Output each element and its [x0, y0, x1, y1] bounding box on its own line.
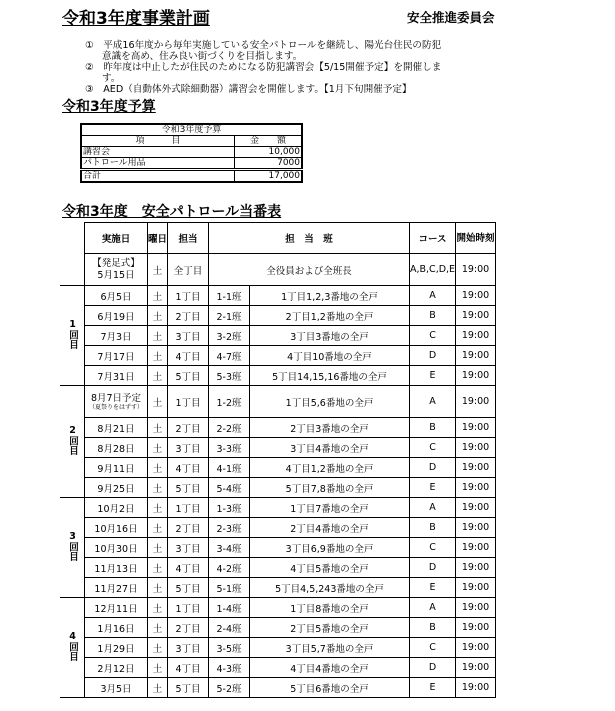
- schedule-row: [60, 386, 496, 418]
- round-label: 3回目: [67, 531, 78, 561]
- header-course: コース: [410, 223, 456, 254]
- time: 19:00: [456, 478, 496, 498]
- time: 19:00: [456, 518, 496, 538]
- chome: 2丁目: [168, 418, 209, 438]
- chome: 4丁目: [168, 458, 209, 478]
- area: 5丁目6番地の全戸: [250, 678, 410, 698]
- chome: 5丁目: [168, 578, 209, 598]
- date: [85, 386, 148, 418]
- area: 5丁目4,5,243番地の全戸: [250, 578, 410, 598]
- header-row: [60, 223, 496, 254]
- budget-total-row: [81, 170, 302, 183]
- date: 7月31日: [85, 366, 148, 386]
- team: 2-1班: [209, 306, 250, 326]
- course: C: [410, 438, 456, 458]
- chome: 5丁目: [168, 478, 209, 498]
- course: D: [410, 558, 456, 578]
- chome: 4丁目: [168, 346, 209, 366]
- course: A: [410, 286, 456, 306]
- round-cell: [60, 386, 85, 498]
- team: 2-4班: [209, 618, 250, 638]
- plan-item: ③ AED（自動体外式除細動器）講習会を開催します。【1月下旬開催予定】: [85, 84, 412, 95]
- course: C: [410, 326, 456, 346]
- team: 3-4班: [209, 538, 250, 558]
- time: 19:00: [456, 346, 496, 366]
- date: 8月28日: [85, 438, 148, 458]
- date: 10月16日: [85, 518, 148, 538]
- header-date: 実施日: [85, 223, 148, 254]
- course: A,B,C,D,E: [410, 254, 456, 286]
- header-chome: 担当: [168, 223, 209, 254]
- round-cell: [60, 286, 85, 386]
- round-cell: [60, 498, 85, 598]
- day: 土: [148, 254, 168, 286]
- plan-item: ② 昨年度は中止したが住民のためになる防犯講習会【5/15開催予定】を開催します。: [85, 62, 442, 84]
- area: 3丁目6,9番地の全戸: [250, 538, 410, 558]
- team: 3-5班: [209, 638, 250, 658]
- course: E: [410, 578, 456, 598]
- day: 土: [148, 458, 168, 478]
- amount: 7000: [235, 158, 303, 170]
- schedule-row: [60, 598, 496, 618]
- schedule-row: [60, 286, 496, 306]
- area: 2丁目3番地の全戸: [250, 418, 410, 438]
- chome: 3丁目: [168, 438, 209, 458]
- course: E: [410, 678, 456, 698]
- team: 2-3班: [209, 518, 250, 538]
- date: 2月12日: [85, 658, 148, 678]
- date: 12月11日: [85, 598, 148, 618]
- chome: 3丁目: [168, 538, 209, 558]
- area: 3丁目4番地の全戸: [250, 438, 410, 458]
- course: E: [410, 366, 456, 386]
- course: B: [410, 518, 456, 538]
- day: 土: [148, 638, 168, 658]
- chome: 2丁目: [168, 518, 209, 538]
- schedule-row: [60, 558, 496, 578]
- time: 19:00: [456, 598, 496, 618]
- time: 19:00: [456, 618, 496, 638]
- area: 2丁目4番地の全戸: [250, 518, 410, 538]
- team: 4-2班: [209, 558, 250, 578]
- time: 19:00: [456, 558, 496, 578]
- schedule-row: [60, 678, 496, 698]
- team: 5-2班: [209, 678, 250, 698]
- date: 11月13日: [85, 558, 148, 578]
- schedule-row: [60, 438, 496, 458]
- day: 土: [148, 286, 168, 306]
- date: 6月5日: [85, 286, 148, 306]
- area: 5丁目7,8番地の全戸: [250, 478, 410, 498]
- day: 土: [148, 438, 168, 458]
- area: 1丁目7番地の全戸: [250, 498, 410, 518]
- schedule-row: [60, 618, 496, 638]
- header-time: 開始時刻: [456, 223, 496, 254]
- budget-row: [81, 158, 302, 170]
- course: B: [410, 418, 456, 438]
- course: C: [410, 538, 456, 558]
- round-label: 2回目: [67, 425, 78, 455]
- time: 19:00: [456, 678, 496, 698]
- date: 9月25日: [85, 478, 148, 498]
- schedule-row: [60, 418, 496, 438]
- day: 土: [148, 518, 168, 538]
- schedule-row: [60, 306, 496, 326]
- team: 5-4班: [209, 478, 250, 498]
- date: 7月17日: [85, 346, 148, 366]
- header-day: 曜日: [148, 223, 168, 254]
- day: 土: [148, 346, 168, 366]
- page-title: 令和3年度事業計画: [62, 9, 210, 29]
- team: 1-4班: [209, 598, 250, 618]
- day: 土: [148, 538, 168, 558]
- area: 3丁目3番地の全戸: [250, 326, 410, 346]
- area: 2丁目1,2番地の全戸: [250, 306, 410, 326]
- day: 土: [148, 678, 168, 698]
- team: 4-3班: [209, 658, 250, 678]
- team: 3-2班: [209, 326, 250, 346]
- date: 1月29日: [85, 638, 148, 658]
- budget-table: [80, 123, 303, 183]
- schedule-row: [60, 518, 496, 538]
- date: 6月19日: [85, 306, 148, 326]
- date: 3月5日: [85, 678, 148, 698]
- chome: 2丁目: [168, 618, 209, 638]
- chome: 4丁目: [168, 558, 209, 578]
- chome: 3丁目: [168, 638, 209, 658]
- day: 土: [148, 478, 168, 498]
- date: 1月16日: [85, 618, 148, 638]
- schedule-row: [60, 578, 496, 598]
- area: 4丁目1,2番地の全戸: [250, 458, 410, 478]
- area: 3丁目5,7番地の全戸: [250, 638, 410, 658]
- date-text: 8月7日予定: [90, 392, 142, 404]
- opening-row: [60, 254, 496, 286]
- course: B: [410, 618, 456, 638]
- item: パトロール用品: [81, 158, 235, 170]
- time: 19:00: [456, 538, 496, 558]
- chome: 2丁目: [168, 306, 209, 326]
- team: 1-2班: [209, 386, 250, 418]
- schedule-row: [60, 366, 496, 386]
- time: 19:00: [456, 286, 496, 306]
- amount: 10,000: [235, 147, 303, 158]
- item: 合計: [81, 170, 235, 183]
- time: 19:00: [456, 498, 496, 518]
- team: 1-1班: [209, 286, 250, 306]
- chome: 4丁目: [168, 658, 209, 678]
- area: 4丁目4番地の全戸: [250, 658, 410, 678]
- course: D: [410, 346, 456, 366]
- course: D: [410, 458, 456, 478]
- col-amount: 金 額: [235, 136, 303, 147]
- item: 講習会: [81, 147, 235, 158]
- budget-row: [81, 147, 302, 158]
- course: D: [410, 658, 456, 678]
- schedule-row: [60, 538, 496, 558]
- team: 2-2班: [209, 418, 250, 438]
- round-cell: [60, 598, 85, 698]
- chome: 全丁目: [168, 254, 209, 286]
- area: 2丁目5番地の全戸: [250, 618, 410, 638]
- time: 19:00: [456, 386, 496, 418]
- day: 土: [148, 326, 168, 346]
- day: 土: [148, 578, 168, 598]
- time: 19:00: [456, 366, 496, 386]
- budget-heading: 令和3年度予算: [62, 99, 156, 115]
- day: 土: [148, 386, 168, 418]
- day: 土: [148, 618, 168, 638]
- team: 1-3班: [209, 498, 250, 518]
- day: 土: [148, 306, 168, 326]
- plan-items: [85, 40, 445, 95]
- team: 3-3班: [209, 438, 250, 458]
- course: A: [410, 598, 456, 618]
- course: E: [410, 478, 456, 498]
- schedule-row: [60, 478, 496, 498]
- plan-item: ① 平成16年度から毎年実施している安全パトロールを継続し、陽光台住民の防犯意識を高め、住み良い街づくりを目指します。: [85, 40, 442, 62]
- schedule-row: [60, 638, 496, 658]
- round-label: 4回目: [67, 631, 78, 661]
- committee-name: 安全推進委員会: [407, 10, 495, 25]
- chome: 1丁目: [168, 286, 209, 306]
- time: 19:00: [456, 306, 496, 326]
- day: 土: [148, 658, 168, 678]
- date: 10月2日: [85, 498, 148, 518]
- round-label: 1回目: [67, 319, 78, 349]
- course: B: [410, 306, 456, 326]
- schedule-row: [60, 658, 496, 678]
- col-item: 項 目: [81, 136, 235, 147]
- date: 10月30日: [85, 538, 148, 558]
- date: 11月27日: [85, 578, 148, 598]
- team: 5-1班: [209, 578, 250, 598]
- area: 1丁目5,6番地の全戸: [250, 386, 410, 418]
- date: 7月3日: [85, 326, 148, 346]
- chome: 5丁目: [168, 366, 209, 386]
- team: 5-3班: [209, 366, 250, 386]
- team: 4-1班: [209, 458, 250, 478]
- area: 4丁目5番地の全戸: [250, 558, 410, 578]
- chome: 1丁目: [168, 598, 209, 618]
- time: 19:00: [456, 458, 496, 478]
- area: 4丁目10番地の全戸: [250, 346, 410, 366]
- day: 土: [148, 598, 168, 618]
- header-team: 担 当 班: [209, 223, 410, 254]
- time: 19:00: [456, 254, 496, 286]
- schedule-row: [60, 498, 496, 518]
- chome: 1丁目: [168, 498, 209, 518]
- patrol-schedule-table: [60, 222, 496, 698]
- course: A: [410, 386, 456, 418]
- time: 19:00: [456, 658, 496, 678]
- schedule-heading: 令和3年度 安全パトロール当番表: [62, 204, 282, 220]
- course: A: [410, 498, 456, 518]
- area: 5丁目14,15,16番地の全戸: [250, 366, 410, 386]
- time: 19:00: [456, 418, 496, 438]
- schedule-row: [60, 458, 496, 478]
- time: 19:00: [456, 326, 496, 346]
- budget-caption: 令和3年度予算: [81, 124, 302, 136]
- day: 土: [148, 558, 168, 578]
- course: C: [410, 638, 456, 658]
- time: 19:00: [456, 578, 496, 598]
- area: 1丁目1,2,3番地の全戸: [250, 286, 410, 306]
- time: 19:00: [456, 638, 496, 658]
- opening-date: 【発足式】 5月15日: [85, 254, 148, 286]
- team: 全役員および全班長: [209, 254, 410, 286]
- date: 9月11日: [85, 458, 148, 478]
- chome: 1丁目: [168, 386, 209, 418]
- schedule-row: [60, 346, 496, 366]
- time: 19:00: [456, 438, 496, 458]
- day: 土: [148, 498, 168, 518]
- schedule-row: [60, 326, 496, 346]
- area: 1丁目8番地の全戸: [250, 598, 410, 618]
- day: 土: [148, 366, 168, 386]
- date: 8月21日: [85, 418, 148, 438]
- day: 土: [148, 418, 168, 438]
- team: 4-7班: [209, 346, 250, 366]
- amount: 17,000: [235, 170, 303, 183]
- date-note: （夏祭りをはずす）: [88, 403, 143, 411]
- chome: 3丁目: [168, 326, 209, 346]
- chome: 5丁目: [168, 678, 209, 698]
